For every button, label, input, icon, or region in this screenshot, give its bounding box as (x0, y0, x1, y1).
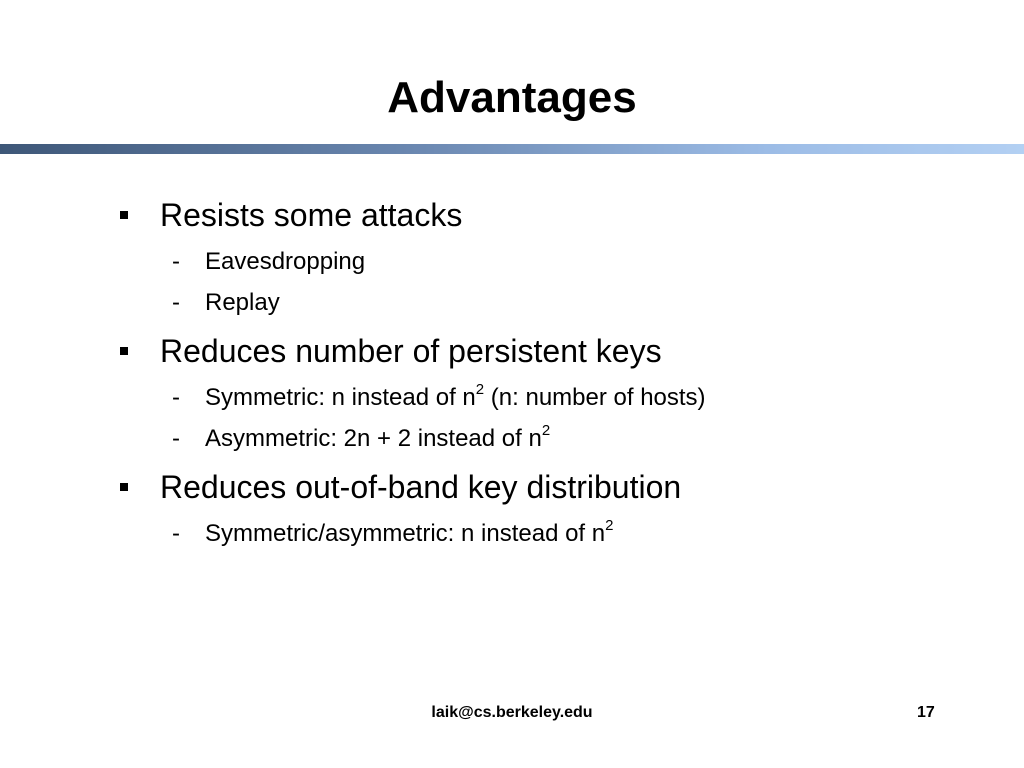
dash-marker: - (172, 425, 180, 452)
sub-bullet-item (120, 383, 980, 413)
bullet-text: Resists some attacks (160, 197, 463, 233)
bullet-item (120, 194, 980, 236)
superscript: 2 (605, 517, 614, 534)
sub-bullet-item (120, 519, 980, 549)
dash-marker: - (172, 289, 180, 316)
bullet-group (120, 194, 980, 318)
bullet-text: Reduces number of persistent keys (160, 333, 662, 369)
superscript: 2 (541, 422, 551, 439)
sub-bullet-item (120, 288, 980, 318)
sub-bullet-item (120, 424, 980, 454)
square-bullet-icon (120, 211, 128, 219)
dash-marker: - (172, 384, 180, 411)
sub-bullet-text: Symmetric: n instead of n (205, 384, 476, 411)
sub-bullet-item (120, 247, 980, 277)
square-bullet-icon (120, 347, 128, 355)
sub-bullet-text: Replay (205, 289, 280, 316)
sub-bullet-tail: (n: number of hosts) (484, 384, 706, 411)
bullet-item (120, 466, 980, 508)
bullet-text: Reduces out-of-band key distribution (160, 469, 682, 505)
bullet-group (120, 330, 980, 454)
footer-email: laik@cs.berkeley.edu (431, 704, 593, 721)
bullet-item (120, 330, 980, 372)
title-divider-rule (0, 144, 1024, 154)
slide-title: Advantages (387, 73, 637, 122)
sub-bullet-text: Asymmetric: 2n + 2 instead of n (205, 425, 542, 452)
slide-body (120, 190, 980, 561)
dash-marker: - (172, 520, 180, 547)
sub-bullet-text: Symmetric/asymmetric: n instead of n (205, 520, 606, 547)
bullet-group (120, 466, 980, 549)
page-number: 17 (917, 704, 935, 721)
square-bullet-icon (120, 483, 128, 491)
sub-bullet-text: Eavesdropping (205, 248, 366, 275)
superscript: 2 (475, 381, 485, 398)
dash-marker: - (172, 248, 180, 275)
